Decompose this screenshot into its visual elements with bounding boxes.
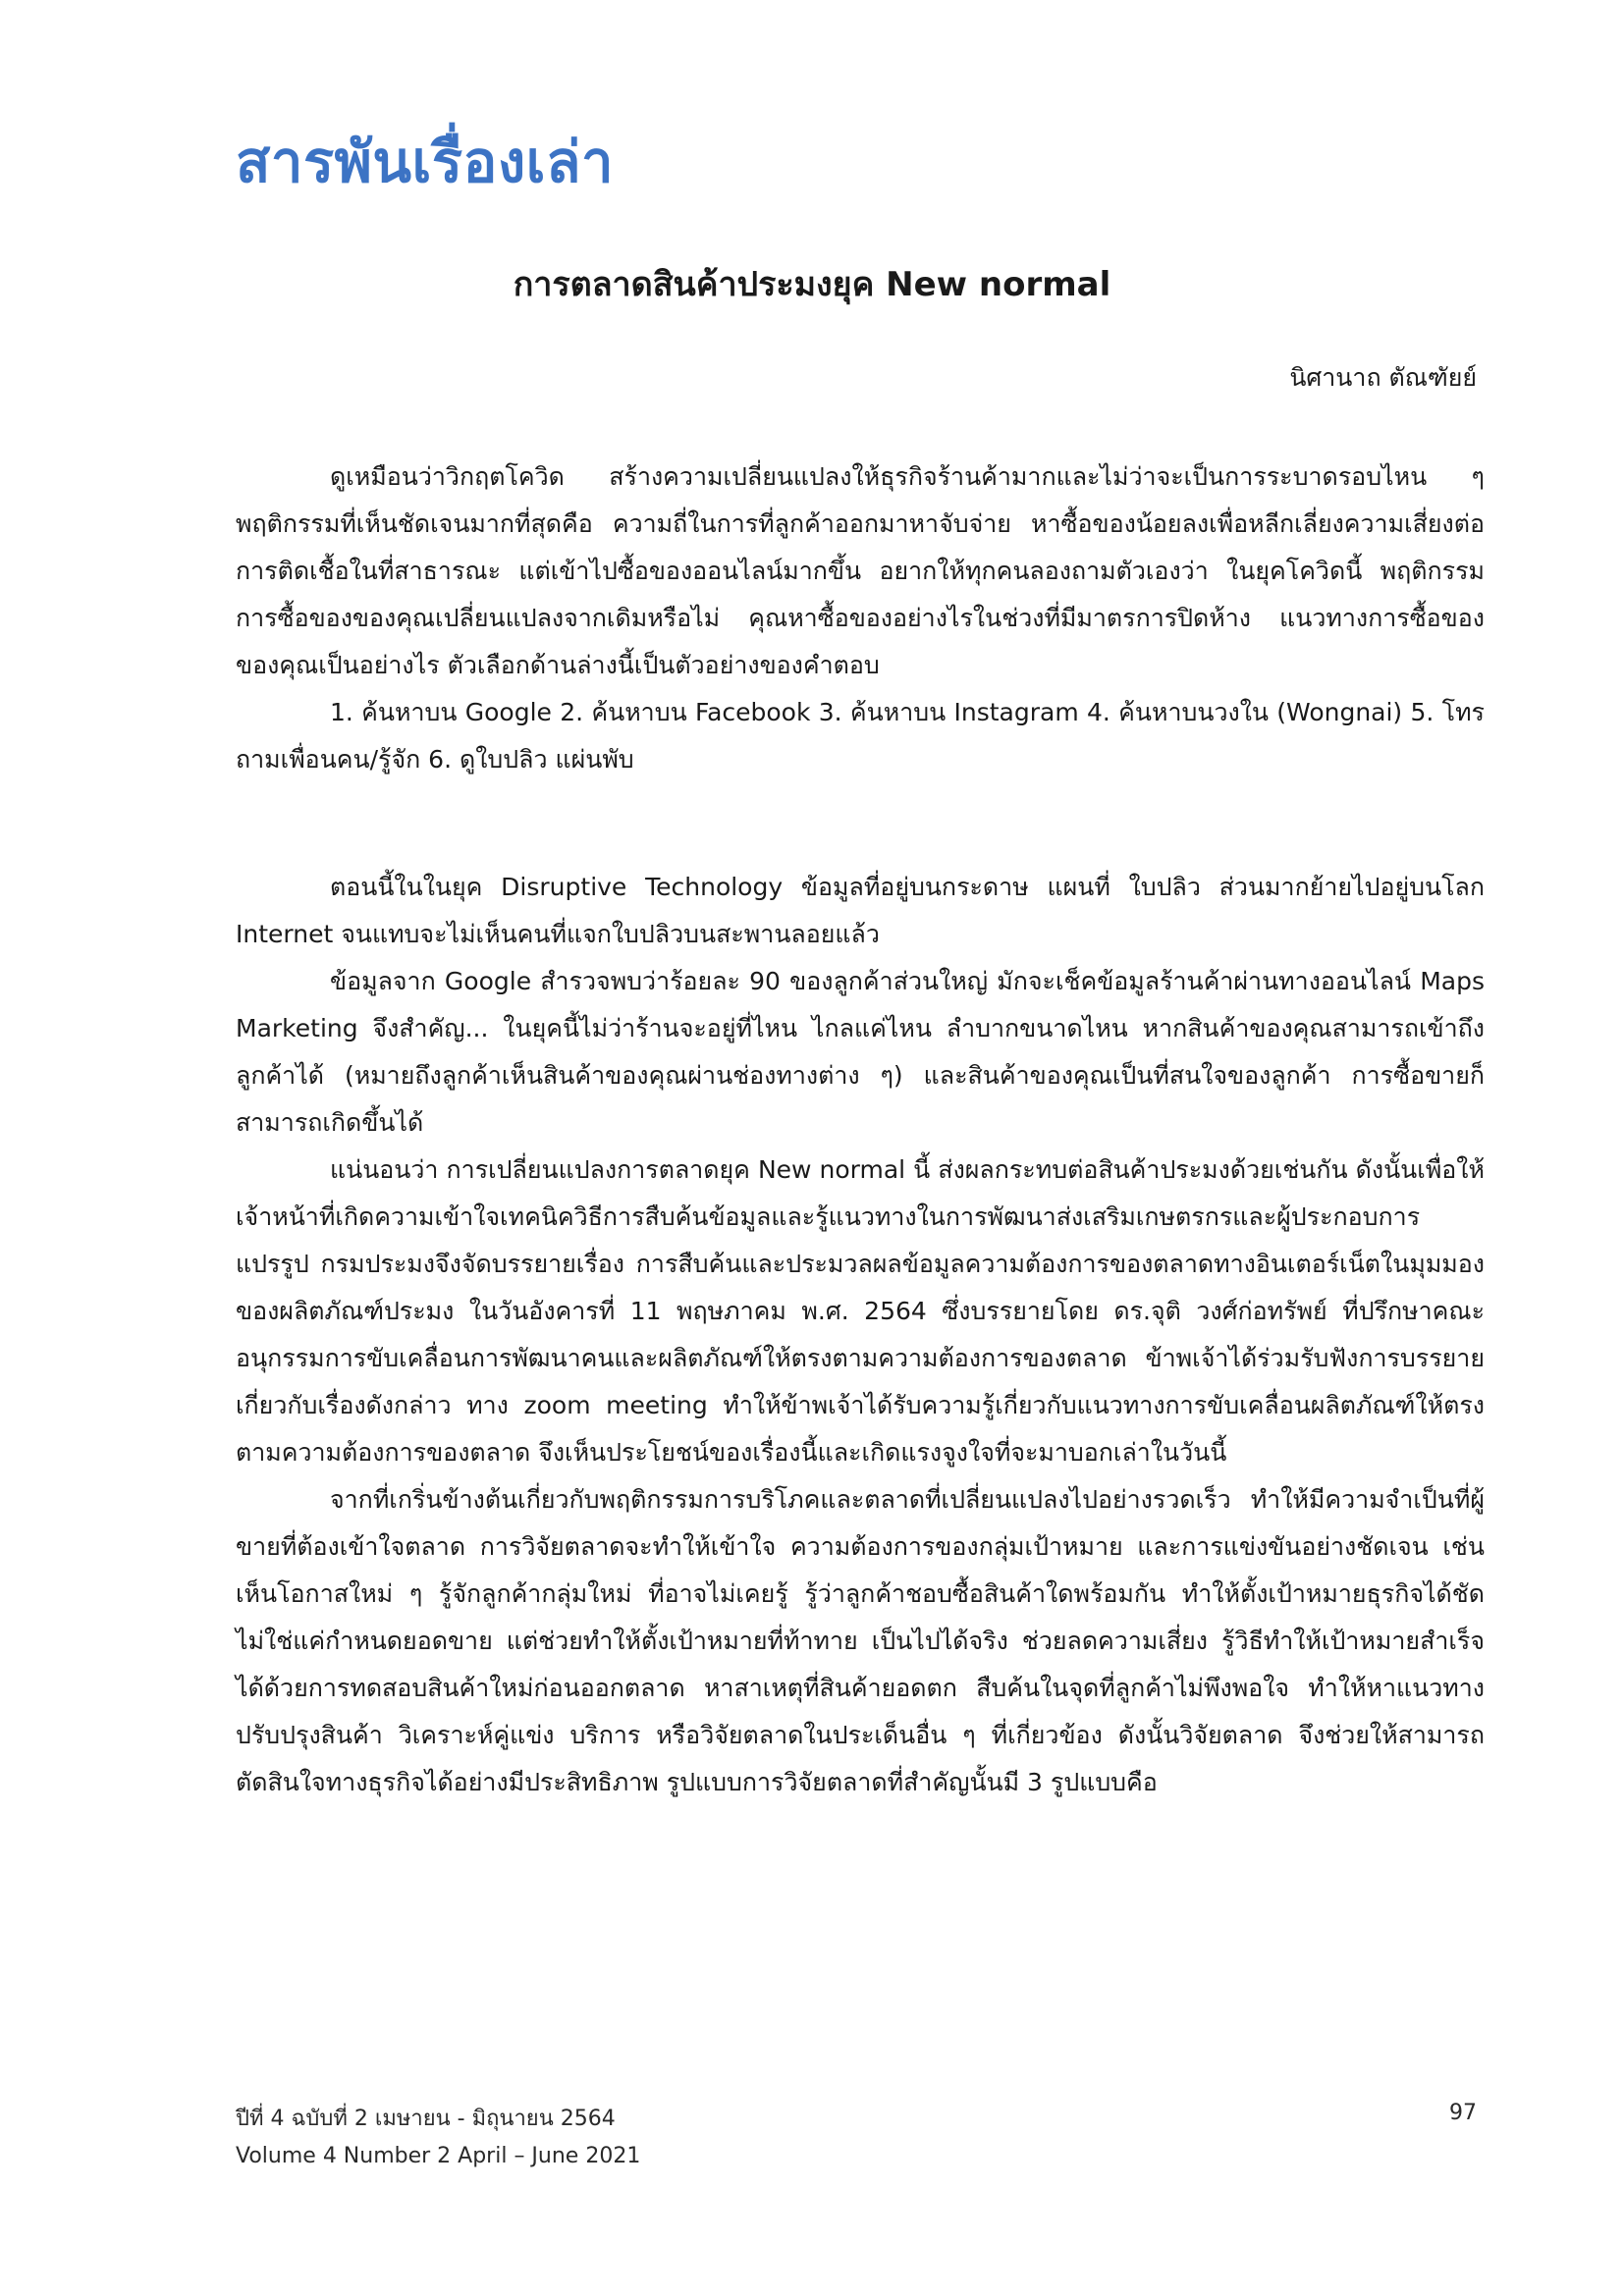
footer-issue-info bbox=[236, 2101, 640, 2175]
footer-issue-thai: ปีที่ 4 ฉบับที่ 2 เมษายน - มิถุนายน 2564 bbox=[236, 2107, 616, 2131]
article-title: การตลาดสินค้าประมงยุค New normal bbox=[513, 265, 1111, 304]
paragraph-disruptive: ตอนนี้ในในยุค Disruptive Technology ข้อมูลที่อยู่บนกระดาษ แผนที่ ใบปลิว ส่วนมากย้ายไปอยู่บนโลก Internet จนแทบจะไม่เห็นคนที่แจกใบปลิวบนสะพานลอยแล้ว bbox=[236, 873, 1485, 948]
main-section bbox=[236, 864, 1485, 1806]
footer-issue-english: Volume 4 Number 2 April – June 2021 bbox=[236, 2144, 641, 2168]
paragraph-new-normal: แน่นอนว่า การเปลี่ยนแปลงการตลาดยุค New normal นี้ ส่งผลกระทบต่อสินค้าประมงด้วยเช่นกัน ดังนั้นเพื่อให้เจ้าหน้าที่เกิดความเข้าใจเทคนิควิธีการสืบค้นข้อมูลและรู้แนวทางในการพัฒนาส่งเสริมเกษตรกรและผู้ประกอบการแปรรูป กรมประมงจึงจัดบรรยายเรื่อง การสืบค้นและประมวลผลข้อมูลความต้องการของตลาดทางอินเตอร์เน็ตในมุมมองของผลิตภัณฑ์ประมง ในวันอังคารที่ 11 พฤษภาคม พ.ศ. 2564 ซึ่งบรรยายโดย ดร.จุติ วงศ์ก่อทรัพย์ ที่ปรึกษาคณะอนุกรรมการขับเคลื่อนการพัฒนาคนและผลิตภัณฑ์ให้ตรงตามความต้องการของตลาด ข้าพเจ้าได้ร่วมรับฟังการบรรยายเกี่ยวกับเรื่องดังกล่าว ทาง zoom meeting ทำให้ข้าพเจ้าได้รับความรู้เกี่ยวกับแนวทางการขับเคลื่อนผลิตภัณฑ์ให้ตรงตามความต้องการของตลาด จึงเห็นประโยชน์ของเรื่องนี้และเกิดแรงจูงใจที่จะมาบอกเล่าในวันนี้ bbox=[236, 1155, 1485, 1467]
author-name: นิศานาถ ตัณฑัยย์ bbox=[1289, 363, 1477, 392]
paragraph-options-list: 1. ค้นหาบน Google 2. ค้นหาบน Facebook 3. ค้นหาบน Instagram 4. ค้นหาบนวงใน (Wongnai) 5. โทรถามเพื่อนคน/รู้จัก 6. ดูใบปลิว แผ่นพับ bbox=[236, 698, 1485, 774]
intro-section bbox=[236, 454, 1485, 783]
section-title: สารพันเรื่องเล่า bbox=[236, 129, 615, 195]
paragraph-google-survey: ข้อมูลจาก Google สำรวจพบว่าร้อยละ 90 ของลูกค้าส่วนใหญ่ มักจะเช็คข้อมูลร้านค้าผ่านทางออนไลน์ Maps Marketing จึงสำคัญ... ในยุคนี้ไม่ว่าร้านจะอยู่ที่ไหน ไกลแค่ไหน ลำบากขนาดไหน หากสินค้าของคุณสามารถเข้าถึงลูกค้าได้ (หมายถึงลูกค้าเห็นสินค้าของคุณผ่านช่องทางต่าง ๆ) และสินค้าของคุณเป็นที่สนใจของลูกค้า การซื้อขายก็สามารถเกิดขึ้นได้ bbox=[236, 967, 1485, 1137]
page-number: 97 bbox=[1449, 2101, 1477, 2125]
paragraph-intro: ดูเหมือนว่าวิกฤตโควิด สร้างความเปลี่ยนแปลงให้ธุรกิจร้านค้ามากและไม่ว่าจะเป็นการระบาดรอบไหน ๆ พฤติกรรมที่เห็นชัดเจนมากที่สุดคือ ความถี่ในการที่ลูกค้าออกมาหาจับจ่าย หาซื้อของน้อยลงเพื่อหลีกเลี่ยงความเสี่ยงต่อการติดเชื้อในที่สาธารณะ แต่เข้าไปซื้อของออนไลน์มากขึ้น อยากให้ทุกคนลองถามตัวเองว่า ในยุคโควิดนี้ พฤติกรรมการซื้อของของคุณเปลี่ยนแปลงจากเดิมหรือไม่ คุณหาซื้อของอย่างไรในช่วงที่มีมาตรการปิดห้าง แนวทางการซื้อของของคุณเป็นอย่างไร ตัวเลือกด้านล่างนี้เป็นตัวอย่างของคำตอบ bbox=[236, 462, 1485, 679]
paragraph-market-research: จากที่เกริ่นข้างต้นเกี่ยวกับพฤติกรรมการบริโภคและตลาดที่เปลี่ยนแปลงไปอย่างรวดเร็ว ทำให้มีความจำเป็นที่ผู้ขายที่ต้องเข้าใจตลาด การวิจัยตลาดจะทำให้เข้าใจ ความต้องการของกลุ่มเป้าหมาย และการแข่งขันอย่างชัดเจน เช่น เห็นโอกาสใหม่ ๆ รู้จักลูกค้ากลุ่มใหม่ ที่อาจไม่เคยรู้ รู้ว่าลูกค้าชอบซื้อสินค้าใดพร้อมกัน ทำให้ตั้งเป้าหมายธุรกิจได้ชัด ไม่ใช่แค่กำหนดยอดขาย แต่ช่วยทำให้ตั้งเป้าหมายที่ท้าทาย เป็นไปได้จริง ช่วยลดความเสี่ยง รู้วิธีทำให้เป้าหมายสำเร็จได้ด้วยการทดสอบสินค้าใหม่ก่อนออกตลาด หาสาเหตุที่สินค้ายอดตก สืบค้นในจุดที่ลูกค้าไม่พึงพอใจ ทำให้หาแนวทางปรับปรุงสินค้า วิเคราะห์คู่แข่ง บริการ หรือวิจัยตลาดในประเด็นอื่น ๆ ที่เกี่ยวข้อง ดังนั้นวิจัยตลาด จึงช่วยให้สามารถตัดสินใจทางธุรกิจได้อย่างมีประสิทธิภาพ รูปแบบการวิจัยตลาดที่สำคัญนั้นมี 3 รูปแบบคือ bbox=[236, 1485, 1485, 1796]
